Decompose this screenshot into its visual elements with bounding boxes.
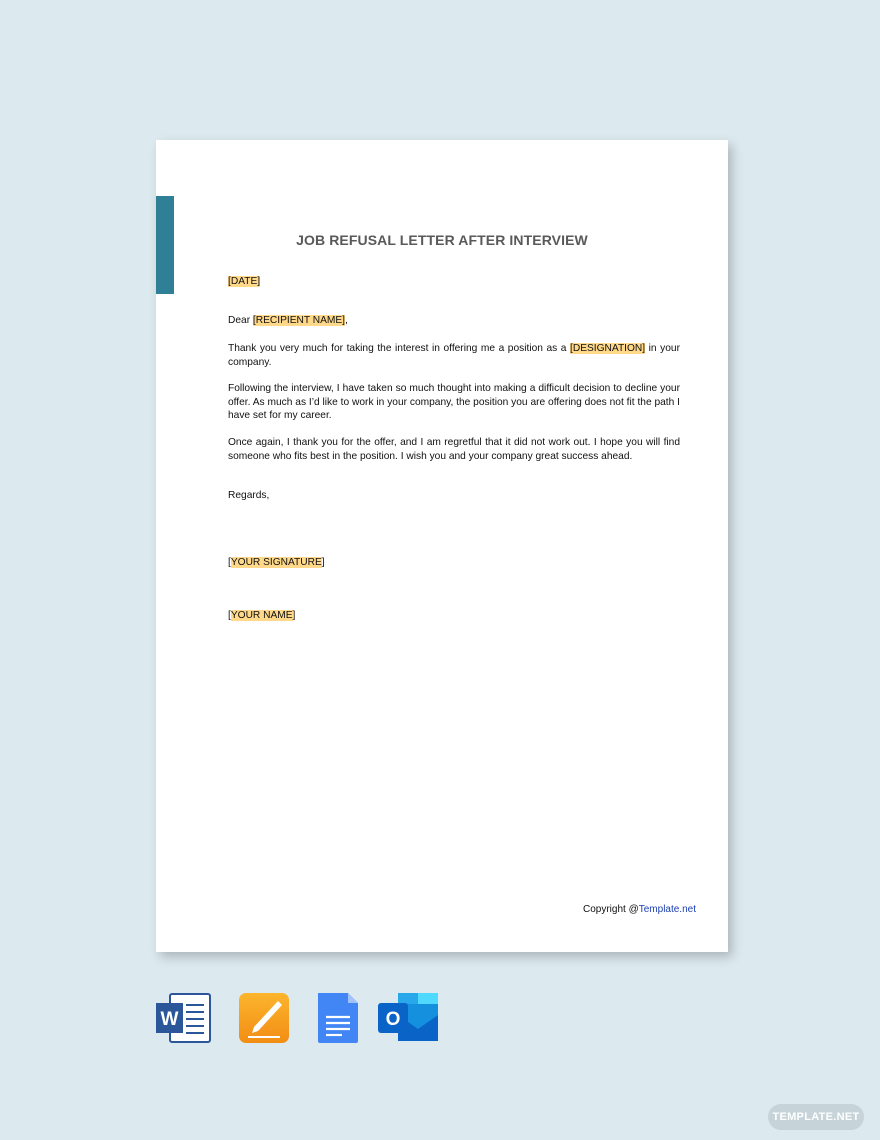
signature-line: [228, 556, 680, 570]
pages-icon[interactable]: [238, 993, 294, 1043]
greeting-prefix: Dear: [228, 315, 253, 326]
closing: Regards,: [228, 490, 270, 501]
google-docs-icon[interactable]: [316, 993, 372, 1043]
paragraph-1: [228, 342, 680, 369]
name-open-bracket: [: [228, 610, 231, 621]
letter-page: [156, 140, 728, 952]
designation-placeholder: [DESIGNATION]: [570, 343, 646, 354]
name-close-bracket: ]: [292, 610, 296, 621]
signature-open-bracket: [: [228, 557, 231, 568]
word-icon[interactable]: [156, 993, 212, 1043]
letter-title: JOB REFUSAL LETTER AFTER INTERVIEW: [296, 232, 588, 248]
para1-after: in your company.: [228, 343, 680, 368]
copyright: [583, 904, 696, 915]
paragraph-3: Once again, I thank you for the offer, and I am regretful that it did not work out. I hope you will find someone who fits best in the position. I wish you and your company great success ahead.: [228, 437, 680, 462]
template-net-badge[interactable]: TEMPLATE.NET: [768, 1104, 864, 1130]
name-line: [228, 609, 680, 623]
svg-text:O: O: [385, 1009, 401, 1030]
svg-text:W: W: [160, 1009, 179, 1030]
copyright-link[interactable]: Template.net: [638, 904, 696, 915]
greeting: [228, 314, 680, 328]
date-placeholder: [DATE]: [228, 276, 261, 287]
recipient-placeholder: [RECIPIENT NAME]: [252, 315, 346, 326]
signature-placeholder: YOUR SIGNATURE: [230, 557, 322, 568]
outlook-icon[interactable]: [378, 993, 440, 1043]
signature-close-bracket: ]: [321, 557, 325, 568]
copyright-prefix: Copyright @: [583, 904, 639, 915]
name-placeholder: YOUR NAME: [230, 610, 293, 621]
greeting-suffix: ,: [345, 315, 348, 326]
paragraph-2: Following the interview, I have taken so much thought into making a difficult decision to decline your offer. As much as I’d like to work in your company, the position you are offering does not fit the path I have set for my career.: [228, 383, 680, 422]
para1-before: Thank you very much for taking the interest in offering me a position as a: [228, 343, 571, 354]
date-line: [228, 275, 680, 289]
